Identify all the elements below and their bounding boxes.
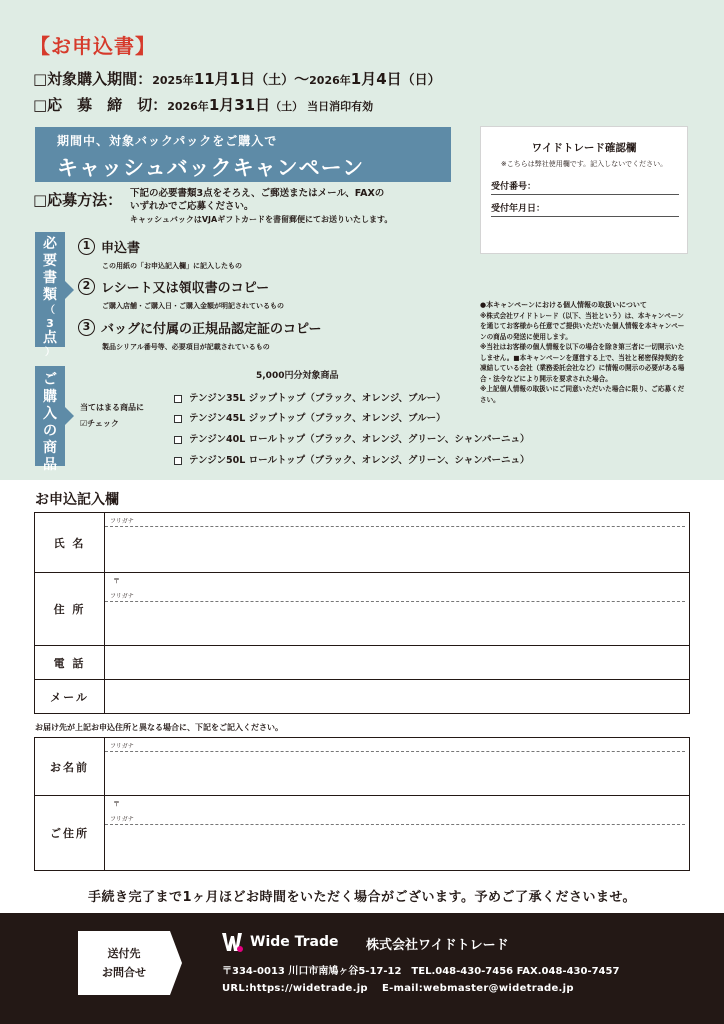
confirmation-title: ワイドトレード確認欄	[531, 142, 637, 154]
receipt-number-field: 受付番号：	[491, 179, 679, 195]
product-option[interactable]: テンジン35L ジップトップ（ブラック、オレンジ、ブルー）	[174, 390, 446, 404]
footer	[0, 913, 724, 1024]
address-label: 住 所	[35, 573, 105, 646]
name-field[interactable]	[105, 513, 690, 573]
banner-subtitle: 期間中、対象バックパックをご購入で	[57, 134, 278, 148]
zip-mark: 〒	[113, 800, 120, 808]
email-label: メール	[35, 680, 105, 714]
furigana-label: フリガナ	[105, 811, 685, 825]
name-label: 氏 名	[35, 513, 105, 573]
logo-accent	[237, 946, 243, 952]
checkbox[interactable]	[174, 436, 182, 444]
address-field[interactable]	[105, 573, 690, 646]
furigana-label: フリガナ	[105, 588, 685, 602]
company-address: 〒334-0013 川口市南鳩ヶ谷5-17-12 TEL.048-430-7456 FAX.048-430-7457	[222, 966, 620, 977]
required-item: 3 バッグに付属の正規品認定証のコピー 製品シリアル番号等、必要項目が記載されているもの	[78, 317, 321, 352]
product-list-title: 5,000円分対象商品	[256, 371, 339, 381]
phone-label: 電 話	[35, 646, 105, 680]
application-deadline: □応 募 締 切：2026年1月31日（土） 当日消印有効	[33, 96, 374, 114]
furigana-label: フリガナ	[105, 738, 685, 752]
recipient-name-field[interactable]	[105, 738, 690, 796]
wide-trade-logo-icon	[220, 930, 244, 954]
product-option[interactable]: テンジン40L ロールトップ（ブラック、オレンジ、グリーン、シャンパーニュ）	[174, 431, 530, 445]
page-title: 【お申込書】	[30, 34, 156, 58]
brand-name: Wide Trade	[250, 934, 339, 950]
checkbox[interactable]	[174, 395, 182, 403]
confirmation-note: ※こちらは弊社使用欄です。記入しないでください。	[500, 160, 668, 168]
recipient-address-label: ご住所	[35, 796, 105, 871]
delivery-note: お届け先が上記お申込住所と異なる場合に、下記をご記入ください。	[35, 723, 283, 732]
applicant-form-table	[34, 512, 690, 714]
method-label: □応募方法：	[33, 191, 123, 209]
zip-mark: 〒	[113, 577, 120, 585]
company-web-contact: URL:https://widetrade.jp E-mail:webmaster@widetrade.jp	[222, 983, 574, 994]
confirmation-box	[480, 126, 688, 254]
purchase-period: □対象購入期間：2025年11月1日（土）〜2026年1月4日（日）	[33, 70, 441, 88]
check-instruction: 当てはまる商品に	[80, 403, 144, 412]
purchased-product-tab: ご 購 入 の 商 品	[35, 366, 65, 466]
check-instruction-mark: ☑チェック	[80, 419, 119, 428]
number-badge: 1	[78, 238, 95, 255]
number-badge: 3	[78, 319, 95, 336]
receipt-date-field: 受付年月日：	[491, 201, 679, 217]
privacy-notice: ●本キャンペーンにおける個人情報の取扱いについて ※株式会社ワイドトレード（以下、当社という）は、本キャンペーンを通じてお客様から任意でご提供いただいた個人情報を本キャンペーンの商品の発送に使用します。 ※当社はお客様の個人情報を以下の場合を除き第三者に一切開示いたしません。■本キャンペーンを運営する上で、当社と秘密保持契約を凍結している会社（業務委託会社など）に情報の開示の必要がある場合・法令などにより開示を要求された場合。 ※上記個人情報の取扱いにご同意いただいた場合に限り、ご応募ください。	[480, 301, 685, 404]
banner-title: キャッシュバックキャンペーン	[57, 156, 365, 180]
required-item: 1 申込書 この用紙の「お申込記入欄」に記入したもの	[78, 236, 242, 271]
contact-label-box: 送付先 お問合せ	[78, 931, 170, 995]
product-option[interactable]: テンジン45L ジップトップ（ブラック、オレンジ、ブルー）	[174, 410, 446, 424]
required-documents-tab: 必 要 書 類 （ 3 点 ）	[35, 232, 65, 347]
furigana-label: フリガナ	[105, 513, 685, 527]
number-badge: 2	[78, 278, 95, 295]
phone-field[interactable]	[105, 646, 690, 680]
method-description: 下記の必要書類3点をそろえ、ご郵送またはメール、FAXの いずれかでご応募ください。 キャッシュバックはVJAギフトカードを書留郵便にてお送りいたします。	[130, 188, 393, 224]
campaign-banner	[35, 127, 451, 182]
product-option[interactable]: テンジン50L ロールトップ（ブラック、オレンジ、グリーン、シャンパーニュ）	[174, 452, 530, 466]
email-field[interactable]	[105, 680, 690, 714]
delivery-form-table	[34, 737, 690, 871]
company-name: 株式会社ワイドトレード	[366, 938, 509, 953]
checkbox[interactable]	[174, 457, 182, 465]
processing-notice: 手続き完了まで1ヶ月ほどお時間をいただく場合がございます。予めご了承くださいませ。	[87, 890, 637, 905]
checkbox[interactable]	[174, 415, 182, 423]
recipient-address-field[interactable]	[105, 796, 690, 871]
required-item: 2 レシート又は領収書のコピー ご購入店舗・ご購入日・ご購入金額が明記されているもの	[78, 276, 284, 311]
recipient-name-label: お名前	[35, 738, 105, 796]
application-form-title: お申込記入欄	[35, 492, 119, 508]
